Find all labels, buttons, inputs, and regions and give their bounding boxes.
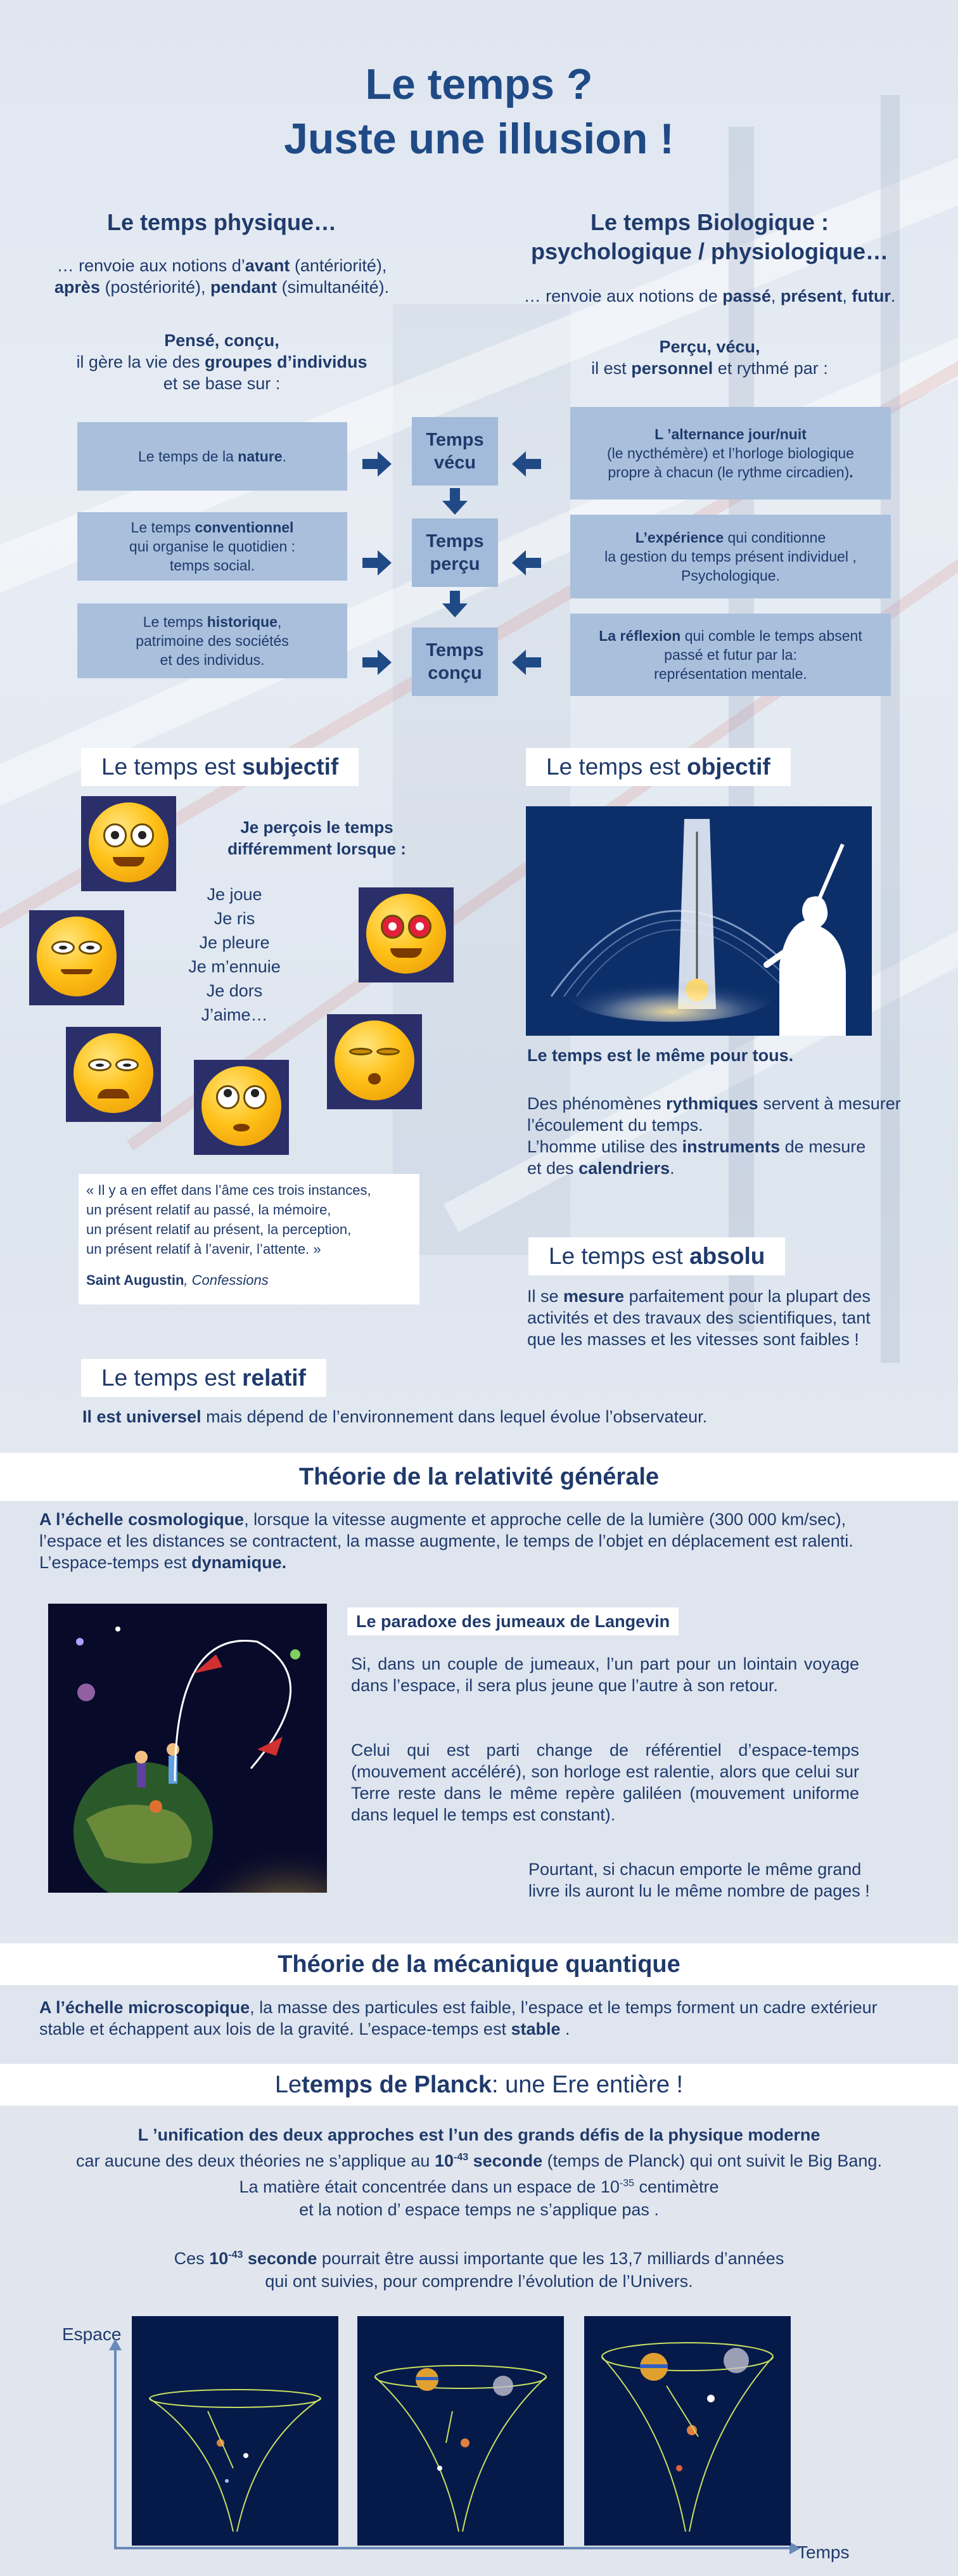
left-box-nature: [77, 422, 347, 491]
universe-funnel-icon: [357, 2316, 564, 2546]
objectif-p3-pre: et des: [527, 1159, 579, 1178]
band-relativite: Théorie de la relativité générale: [0, 1453, 958, 1501]
right-intro-futur: futur: [852, 287, 891, 306]
left-intro-end: (simultanéité).: [277, 278, 390, 297]
planck-l1: L ’unification des deux approches est l’un des grands défis de la physique moderne: [137, 2125, 821, 2144]
planck-l2-bold: seconde: [468, 2151, 543, 2170]
quantique-l2-post: .: [560, 2019, 570, 2038]
label-absolu-pre: Le temps est: [549, 1243, 690, 1269]
left-p2-line1: Pensé, conçu,: [164, 331, 279, 350]
axis-y-line: [114, 2345, 117, 2547]
planck-l4: et la notion d’ espace temps ne s’applique pas .: [299, 2200, 659, 2219]
planck-l2-post: (temps de Planck) qui ont suivit le Big Bang.: [542, 2151, 882, 2170]
left-p2-line3: et se base sur :: [163, 374, 281, 393]
jumeaux-p3: Pourtant, si chacun emporte le même grand livre ils auront lu le même nombre de pages !: [528, 1860, 870, 1900]
center-box-vecu: Temps vécu: [412, 417, 498, 486]
right-box-reflexion: [570, 614, 891, 696]
label-relatif-pre: Le temps est: [101, 1365, 243, 1391]
right-box-0-post: (le nycthémère) et l’horloge biologique propre à chacun (le rythme circadien): [607, 445, 854, 480]
left-p2-line2-bold: groupes d’individus: [205, 352, 367, 371]
absolu-text: [527, 1285, 933, 1350]
left-intro-pendant: pendant: [210, 278, 278, 297]
absolu-l3: que les masses et les vitesses sont faibles !: [527, 1330, 859, 1349]
right-heading-line1: Le temps Biologique :: [590, 209, 829, 235]
arrow-right-icon: [362, 550, 392, 576]
planck-l3-post: centimètre: [634, 2177, 719, 2196]
right-box-0-end: .: [849, 464, 853, 480]
subjectif-list: [165, 882, 304, 1027]
planck-l2-sup: -43: [454, 2152, 469, 2163]
left-intro-avant: avant: [245, 256, 290, 275]
quantique-l2-pre: stable et échappent aux lois de la gravité. L’espace-temps est: [39, 2019, 511, 2038]
left-box-1-pre: Le temps: [131, 519, 195, 536]
arrow-right-icon: [362, 650, 392, 675]
left-intro-mid1: (antériorité),: [290, 256, 387, 275]
arrow-left-icon: [512, 550, 541, 576]
absolu-l2: activités et des travaux des scientifiques, tant: [527, 1308, 871, 1327]
planck-l5-bold: seconde: [243, 2249, 317, 2268]
title-line-2: Juste une illusion !: [284, 115, 674, 163]
subjectif-item-4: Je dors: [206, 981, 263, 1000]
planck-text: [38, 2123, 920, 2293]
right-p2-bold: personnel: [631, 359, 713, 378]
smiley-icon: [327, 1014, 422, 1109]
objectif-text: [527, 1093, 933, 1179]
planck-l2-exp: 10: [434, 2151, 454, 2170]
arrow-right-icon: [362, 451, 392, 477]
objectif-p2-post: de mesure: [780, 1137, 866, 1156]
band-planck-bold: temps de Planck: [302, 2071, 492, 2098]
subjectif-item-5: J’aime…: [201, 1005, 268, 1024]
left-box-2-post: , patrimoine des sociétés et des individus.: [136, 614, 289, 668]
right-box-0-bold: L ’alternance jour/nuit: [655, 426, 807, 442]
label-relatif-bold: relatif: [242, 1365, 306, 1391]
label-subjectif-bold: subjectif: [242, 754, 339, 780]
left-intro: [38, 255, 406, 298]
relatif-post: mais dépend de l’environnement dans lequel évolue l’observateur.: [201, 1407, 708, 1426]
right-intro-sep2: ,: [842, 287, 852, 306]
absolu-l1-bold: mesure: [563, 1287, 625, 1306]
label-objectif-bold: objectif: [687, 754, 770, 780]
axis-x-line: [114, 2547, 789, 2549]
center-box-concu: Temps conçu: [412, 628, 498, 696]
planck-l5-pre: Ces: [174, 2249, 210, 2268]
objectif-p3-post: .: [670, 1159, 675, 1178]
right-box-1-post: qui conditionne la gestion du temps présent individuel , Psychologique.: [604, 529, 857, 584]
subjectif-item-2: Je pleure: [199, 933, 270, 952]
arrow-left-icon: [512, 650, 541, 675]
relativite-l3-bold: dynamique.: [191, 1553, 287, 1572]
center-box-percu: Temps perçu: [412, 518, 498, 587]
universe-funnel-icon: [132, 2316, 338, 2546]
left-box-historique: [77, 603, 347, 678]
smiley-icon: [66, 1027, 161, 1122]
label-subjectif-pre: Le temps est: [101, 754, 243, 780]
objectif-p1-pre: Des phénomènes: [527, 1094, 667, 1113]
absolu-l1-pre: Il se: [527, 1287, 564, 1306]
planck-l3-sup: -35: [619, 2178, 634, 2189]
quote-text: « Il y a en effet dans l’âme ces trois instances, un présent relatif au passé, la mémoire, un présent relatif au présent, la perception, un présent relatif à l’avenir, l’attente. »: [86, 1182, 371, 1257]
left-heading: Le temps physique…: [106, 209, 337, 235]
label-objectif-pre: Le temps est: [546, 754, 687, 780]
right-p2: [507, 336, 912, 379]
quantique-text: [39, 1997, 939, 2040]
planck-l5-exp: 10: [209, 2249, 229, 2268]
axis-y-arrow-icon: [109, 2339, 122, 2350]
right-heading: [507, 208, 912, 266]
left-intro-mid2: (postériorité),: [99, 278, 211, 297]
label-absolu: [528, 1237, 785, 1275]
left-box-1-post: qui organise le quotidien : temps social.: [129, 538, 296, 574]
smiley-icon: [194, 1060, 289, 1155]
objectif-p3-bold: calendriers: [578, 1159, 670, 1178]
quantique-l1-post: , la masse des particules est faible, l’espace et le temps forment un cadre extérieur: [250, 1998, 878, 2017]
smiley-icon: [29, 910, 124, 1005]
label-absolu-bold: absolu: [689, 1243, 765, 1269]
right-intro-sep1: ,: [770, 287, 781, 306]
objectif-same: Le temps est le même pour tous.: [527, 1046, 794, 1065]
subjectif-item-3: Je m’ennuie: [188, 957, 281, 976]
subjectif-lead: Je perçois le temps différemment lorsque :: [227, 818, 406, 858]
left-box-conventionnel: [77, 512, 347, 581]
page-title: [0, 57, 958, 166]
right-p2-pre: il est: [591, 359, 632, 378]
subjectif-item-1: Je ris: [214, 909, 255, 928]
label-relatif: [81, 1359, 326, 1397]
jumeaux-title: Le paradoxe des jumeaux de Langevin: [347, 1607, 679, 1635]
axis-temps-label: Temps: [797, 2542, 850, 2562]
right-p2-post: et rythmé par :: [713, 359, 828, 378]
jumeaux-p1: Si, dans un couple de jumeaux, l’un part pour un lointain voyage dans l’espace, il sera plus jeune que l’autre à son retour.: [351, 1654, 859, 1695]
title-line-1: Le temps ?: [365, 60, 593, 108]
arrow-down-icon: [442, 591, 468, 619]
right-intro: [507, 285, 912, 307]
relatif-bold: Il est universel: [82, 1407, 201, 1426]
relativite-l1-bold: A l’échelle cosmologique: [39, 1510, 245, 1529]
relativite-l2: l’espace et les distances se contractent, la masse augmente, le temps de l’objet en déplacement est ralenti.: [39, 1531, 853, 1550]
arrow-down-icon: [442, 488, 468, 516]
planck-l5-post: pourrait être aussi importante que les 13,7 milliards d’années: [317, 2249, 784, 2268]
planck-l5-sup: -43: [228, 2250, 243, 2260]
smiley-icon: [359, 887, 454, 982]
right-box-alternance: [570, 407, 891, 499]
relatif-text: [82, 1406, 906, 1427]
right-box-2-post: qui comble le temps absent passé et futur par la: représentation mentale.: [654, 628, 862, 682]
left-box-0-bold: nature: [238, 448, 283, 465]
label-objectif: [526, 748, 791, 786]
left-box-2-bold: historique: [207, 614, 278, 630]
right-box-2-bold: La réflexion: [599, 628, 681, 644]
left-intro-apres: après: [54, 278, 100, 297]
quantique-l2-bold: stable: [511, 2019, 561, 2038]
twins-earth-icon: [48, 1604, 327, 1893]
left-box-1-bold: conventionnel: [195, 519, 294, 536]
right-intro-present: présent: [780, 287, 843, 306]
right-intro-pre: … renvoie aux notions de: [523, 287, 723, 306]
band-planck-pre: Le: [274, 2071, 302, 2098]
relativite-l3-pre: L’espace-temps est: [39, 1553, 192, 1572]
band-planck-post: : une Ere entière !: [492, 2071, 684, 2098]
quantique-l1-bold: A l’échelle microscopique: [39, 1998, 250, 2017]
left-intro-pre: … renvoie aux notions d’: [56, 256, 245, 275]
band-quantique: Théorie de la mécanique quantique: [0, 1943, 958, 1985]
label-subjectif: [81, 748, 359, 786]
jumeaux-p2: Celui qui est parti change de référentiel d’espace-temps (mouvement accéléré), son horloge est ralentie, alors que celui sur Terre reste dans le même repère galiléen (mouvement uniforme dans lequel le temps est constant).: [351, 1741, 859, 1824]
objectif-p2-bold: instruments: [682, 1137, 781, 1156]
right-intro-end: .: [890, 287, 896, 306]
objectif-p1-line2: l’écoulement du temps.: [527, 1116, 703, 1135]
left-box-2-pre: Le temps: [143, 614, 207, 630]
right-box-experience: [570, 515, 891, 598]
quote-work: , Confessions: [184, 1272, 269, 1288]
right-heading-line2: psychologique / physiologique…: [530, 238, 889, 264]
left-p2: [38, 330, 406, 394]
relativite-l1-post: , lorsque la vitesse augmente et approche celle de la lumière (300 000 km/sec),: [244, 1510, 846, 1529]
planck-l6: qui ont suivies, pour comprendre l’évolution de l’Univers.: [265, 2272, 693, 2291]
band-planck: [0, 2064, 958, 2106]
right-intro-passe: passé: [722, 287, 771, 306]
objectif-p1-bold: rythmiques: [666, 1094, 758, 1113]
universe-funnel-icon: [584, 2316, 791, 2546]
arrow-left-icon: [512, 451, 541, 477]
relativite-text: [39, 1509, 939, 1573]
left-box-0-pre: Le temps de la: [138, 448, 238, 465]
pendulum-icon: [526, 806, 872, 1036]
planck-l3-pre: La matière était concentrée dans un espace de 10: [239, 2177, 620, 2196]
right-box-1-bold: L’expérience: [635, 529, 724, 546]
subjectif-item-0: Je joue: [207, 885, 262, 904]
quote-author: Saint Augustin: [86, 1272, 184, 1288]
smiley-icon: [81, 796, 176, 891]
objectif-p1-post: servent à mesurer: [758, 1094, 901, 1113]
absolu-l1-post: parfaitement pour la plupart des: [624, 1287, 871, 1306]
objectif-p2-pre: L’homme utilise des: [527, 1137, 682, 1156]
left-p2-line2-pre: il gère la vie des: [76, 352, 205, 371]
left-box-0-post: .: [282, 448, 286, 465]
axis-espace-label: Espace: [62, 2324, 122, 2344]
planck-l2-pre: car aucune des deux théories ne s’applique au: [76, 2151, 435, 2170]
right-p2-line1: Perçu, vécu,: [659, 337, 760, 356]
augustin-quote: [79, 1174, 419, 1304]
